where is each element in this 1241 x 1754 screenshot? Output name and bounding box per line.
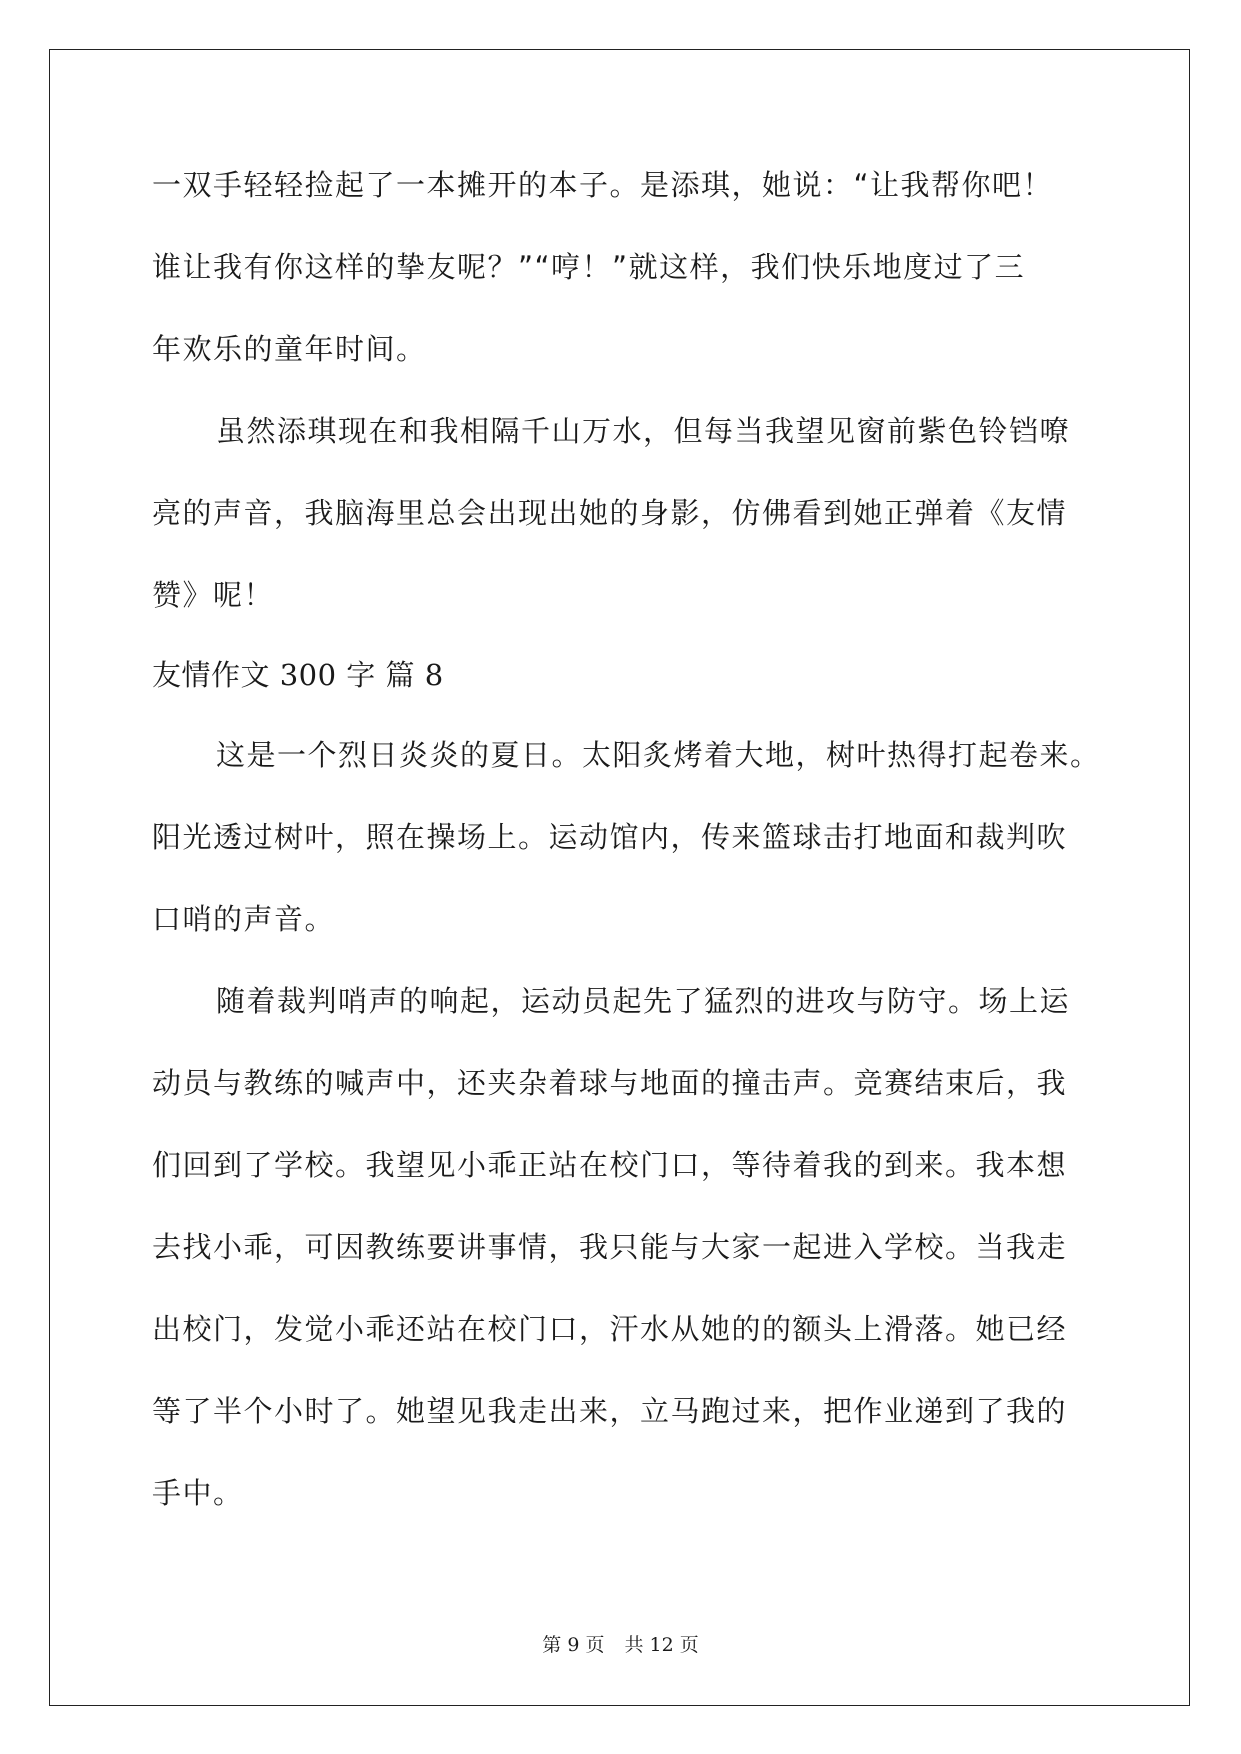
paragraph-line: 虽然添琪现在和我相隔千山万水，但每当我望见窗前紫色铃铛嘹: [216, 414, 1071, 448]
paragraph-line: 们回到了学校。我望见小乖正站在校门口，等待着我的到来。我本想: [152, 1148, 1068, 1182]
paragraph-line: 随着裁判哨声的响起，运动员起先了猛烈的进攻与防守。场上运: [216, 984, 1071, 1018]
page-total: 共 12 页: [624, 1634, 699, 1656]
paragraph-line: 一双手轻轻捡起了一本摊开的本子。是添琪，她说：“让我帮你吧！: [152, 168, 1054, 202]
paragraph-line: 这是一个烈日炎炎的夏日。太阳炙烤着大地，树叶热得打起卷来。: [216, 738, 1101, 772]
paragraph-line: 赞》呢！: [152, 578, 275, 612]
paragraph-line: 手中。: [152, 1476, 244, 1510]
paragraph-line: 等了半个小时了。她望见我走出来，立马跑过来，把作业递到了我的: [152, 1394, 1068, 1428]
paragraph-line: 口哨的声音。: [152, 902, 336, 936]
paragraph-line: 出校门，发觉小乖还站在校门口，汗水从她的的额头上滑落。她已经: [152, 1312, 1068, 1346]
paragraph-line: 去找小乖，可因教练要讲事情，我只能与大家一起进入学校。当我走: [152, 1230, 1068, 1264]
page-number: 第 9 页: [542, 1634, 605, 1656]
paragraph-line: 亮的声音，我脑海里总会出现出她的身影，仿佛看到她正弹着《友情: [152, 496, 1068, 530]
paragraph-line: 年欢乐的童年时间。: [152, 332, 427, 366]
paragraph-line: 谁让我有你这样的挚友呢？”“哼！”就这样，我们快乐地度过了三: [152, 250, 1026, 284]
section-heading: 友情作文 300 字 篇 8: [152, 658, 444, 692]
paragraph-line: 阳光透过树叶，照在操场上。运动馆内，传来篮球击打地面和裁判吹: [152, 820, 1068, 854]
paragraph-line: 动员与教练的喊声中，还夹杂着球与地面的撞击声。竞赛结束后，我: [152, 1066, 1068, 1100]
page-border: [49, 49, 1190, 1706]
page-footer: [0, 1630, 1241, 1657]
